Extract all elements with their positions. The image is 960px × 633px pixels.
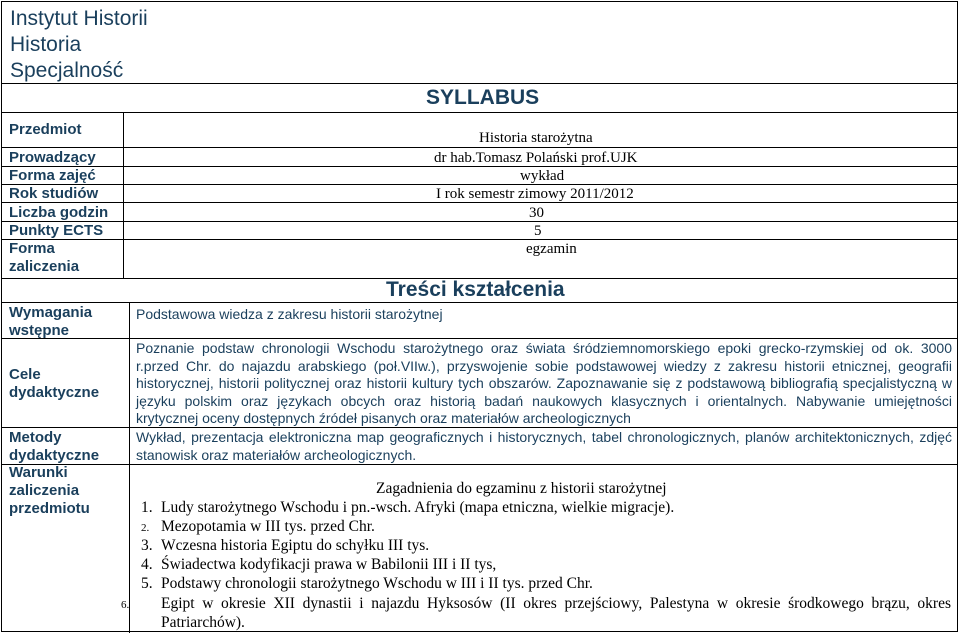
warunki-label-line3: przedmiotu [9,500,90,517]
topic-text: Egipt w okresie XII dynastii i najazdu Hyksosów (II okres przejściowy, Palestyna w okresie środkowego brązu, okres Patriarchów). [161,595,951,631]
divider [2,302,957,303]
divider [2,239,957,240]
wymagania-label [9,304,92,340]
tresci-ksztalcenia-heading: Treści kształcenia [386,278,565,301]
divider [2,427,957,428]
forma-zajec-label: Forma zajęć [9,167,96,184]
topic-item [141,575,951,593]
warunki-label-line1: Warunki [9,464,68,481]
forma-zaliczenia-label-line1: Forma [9,240,55,257]
institute-title: Instytut Historii [10,7,148,30]
divider [2,166,957,167]
warunki-label [9,464,90,518]
divider [2,464,957,465]
topic-text: Podstawy chronologii starożytnego Wschodu w III i II tys. przed Chr. [161,575,593,592]
prowadzacy-label: Prowadzący [9,149,96,166]
divider [2,202,957,203]
metody-label [9,429,99,465]
topic-item [121,595,951,632]
cele-label [9,366,99,402]
topic-text: Mezopotamia w III tys. przed Chr. [161,518,375,535]
liczba-godzin-label: Liczba godzin [9,204,109,221]
warunki-label-line2: zaliczenia [9,482,80,499]
syllabus-page [1,1,958,632]
forma-zaliczenia-label-line2: zaliczenia [9,258,80,275]
topic-number: 5. [141,575,153,592]
column-divider [123,112,124,278]
punkty-ects-value: 5 [534,223,542,239]
topic-text: Wczesna historia Egiptu do schyłku III tys. [161,537,430,554]
punkty-ects-label: Punkty ECTS [9,222,104,239]
zagadnienia-title: Zagadnienia do egzaminu z historii starożytnej [376,480,667,497]
metody-text: Wykład, prezentacja elektroniczna map geograficznych i historycznych, tabel chronologicznych, planów architektonicznych, zdjęć stanowisk oraz materiałów archeologicznych. [136,429,952,463]
topic-number: 4. [141,556,153,573]
topic-number: 2. [141,522,150,534]
cele-label-line2: dydaktyczne [9,384,100,401]
metody-label-line2: dydaktyczne [9,447,100,464]
syllabus-heading: SYLLABUS [426,86,540,109]
forma-zaliczenia-label [9,240,79,276]
forma-zajec-value: wykład [520,168,565,184]
forma-zaliczenia-value: egzamin [526,241,577,257]
topic-item [141,499,951,517]
wymagania-label-line1: Wymagania [9,304,93,321]
topic-text: Świadectwa kodyfikacji prawa w Babilonii III i II tys, [161,556,497,573]
column-divider [129,302,130,633]
divider [2,147,957,148]
divider [2,83,957,84]
przedmiot-label: Przedmiot [9,121,82,138]
rok-studiow-value: I rok semestr zimowy 2011/2012 [436,186,634,202]
cele-text: Poznanie podstaw chronologii Wschodu starożytnego oraz świata śródziemnomorskiego epoki grecko-rzymskiej od ok. 3000 r.przed Chr. do najazdu arabskiego (poł.VIIw.), przyswojenie sobie podstawowej wiedzy z zakresu historii etnicznej, geografii historycznej, historii politycznej oraz historii kultury tych obszarów. Zapoznawanie się z podstawową bibliografią specjalistyczną w języku polskim oraz językach obcych oraz historią badań naukowych klasycznych i orientalnych. Nabywanie umiejętności krytycznej oceny dostępnych źródeł pisanych oraz materiałów archeologicznych [136,340,952,426]
topic-item [141,518,951,537]
cele-label-line1: Cele [9,366,41,383]
divider [2,112,957,113]
divider [2,221,957,222]
topic-number: 3. [141,537,153,554]
wymagania-text: Podstawowa wiedza z zakresu historii starożytnej [136,306,443,322]
topic-item [141,556,951,574]
metody-label-line1: Metody [9,429,62,446]
field-title: Historia [10,33,82,56]
topic-text: Ludy starożytnego Wschodu i pn.-wsch. Afryki (mapa etniczna, wielkie migracje). [161,499,675,516]
topic-item [141,537,951,555]
specialty-title: Specjalność [10,59,124,82]
wymagania-label-line2: wstępne [9,322,70,339]
rok-studiow-label: Rok studiów [9,185,99,202]
topic-number: 6. [121,599,130,611]
topic-number: 1. [141,499,153,516]
przedmiot-value: Historia starożytna [479,130,593,146]
divider [2,338,957,339]
prowadzacy-value: dr hab.Tomasz Polański prof.UJK [434,150,638,166]
liczba-godzin-value: 30 [529,205,544,221]
